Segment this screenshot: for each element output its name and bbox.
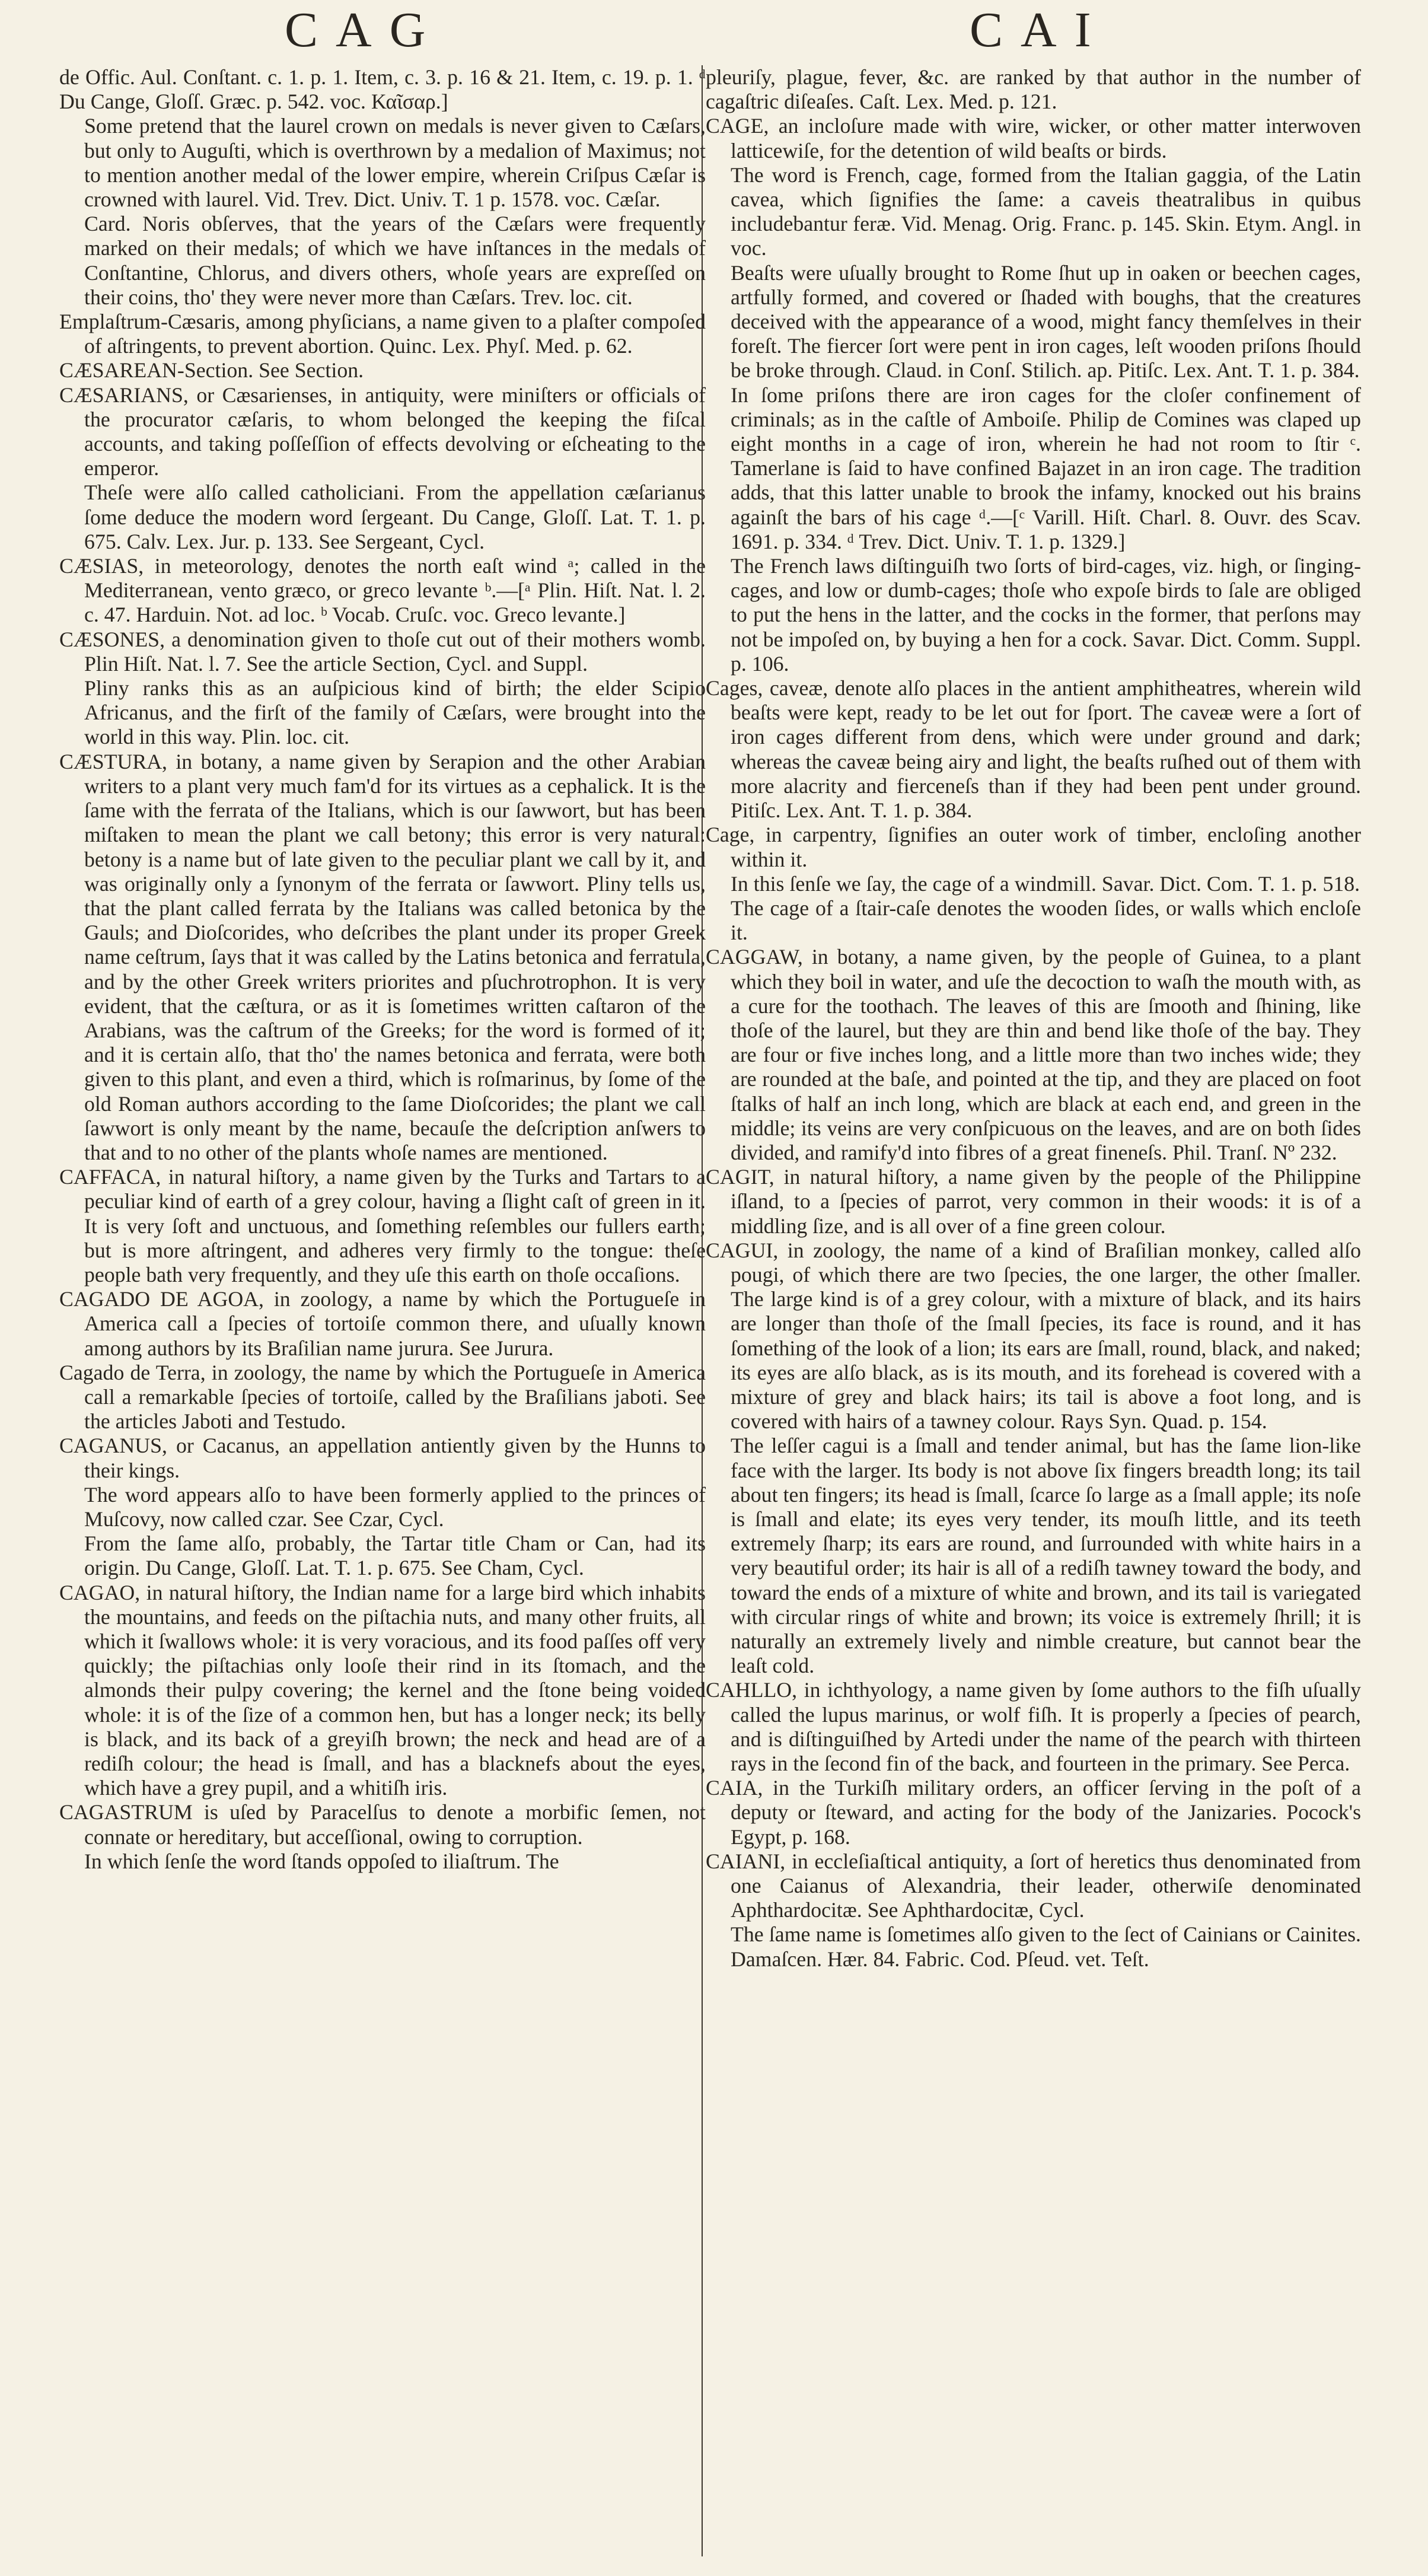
- dictionary-entry: CAIANI, in eccleſiaſtical antiquity, a ſort of heretics thus denominated from one Caianus of Alexandria, their leader, otherwiſe denominated Aphthardocitæ. See Aphthardocitæ, Cycl.: [706, 1849, 1361, 1922]
- paragraph: Card. Noris obſerves, that the years of the Cæſars were frequently marked on their medals; of which we have inſtances in the medals of Conſtantine, Chlorus, and divers others, whoſe years are expreſſed on their coins, tho' they were never more than Cæſars. Trev. loc. cit.: [84, 212, 706, 309]
- paragraph: From the ſame alſo, probably, the Tartar title Cham or Can, had its origin. Du Cange, Gloſſ. Lat. T. 1. p. 675. See Cham, Cycl.: [84, 1531, 706, 1580]
- paragraph: In this ſenſe we ſay, the cage of a windmill. Savar. Dict. Com. T. 1. p. 518.: [731, 871, 1360, 896]
- left-column: [59, 65, 706, 1874]
- paragraph: In which ſenſe the word ſtands oppoſed to iliaſtrum. The: [84, 1849, 559, 1873]
- paragraph: In ſome priſons there are iron cages for the cloſer confinement of criminals; as in the caſtle of Amboiſe. Philip de Comines was claped up eight months in a cage of iron, wherein he had not room to ſtir ᶜ. Tamerlane is ſaid to have confined Bajazet in an iron cage. The tradition adds, that this latter unable to brook the infamy, knocked out his brains againſt the bars of his cage ᵈ.—[ᶜ Varill. Hiſt. Charl. 8. Ouvr. des Scav. 1691. p. 334. ᵈ Trev. Dict. Univ. T. 1. p. 1329.]: [731, 383, 1361, 553]
- paragraph: The French laws diſtinguiſh two ſorts of bird-cages, viz. high, or ſinging-cages, and low or dumb-cages; thoſe who expoſe birds to ſale are obliged to put the hens in the latter, and the cocks in the former, that perſons may not be impoſed on, by buying a hen for a cock. Savar. Dict. Comm. Suppl. p. 106.: [731, 554, 1361, 676]
- dictionary-entry: CÆSONES, a denomination given to thoſe cut out of their mothers womb. Plin Hiſt. Nat. l. 7. See the article Section, Cycl. and Suppl.: [59, 627, 706, 676]
- right-column: [706, 65, 1361, 1972]
- dictionary-entry: CAHLLO, in ichthyology, a name given by ſome authors to the fiſh uſually called the lupus marinus, or wolf fiſh. It is properly a ſpecies of pearch, and is diſtinguiſhed by Artedi under the name of the pearch with thirteen rays in the ſecond fin of the back, and fourteen in the primary. See Perca.: [706, 1678, 1361, 1776]
- paragraph: Beaſts were uſually brought to Rome ſhut up in oaken or beechen cages, artfully formed, and covered or ſhaded with boughs, that the creatures deceived with the appearance of a wood, might fancy themſelves in their foreſt. The fiercer ſort were pent in iron cages, leſt wooden priſons ſhould be broke through. Claud. in Conſ. Stilich. ap. Pitiſc. Lex. Ant. T. 1. p. 384.: [731, 260, 1361, 383]
- dictionary-entry: CAGANUS, or Cacanus, an appellation antiently given by the Hunns to their kings.: [59, 1434, 706, 1482]
- dictionary-entry: CAGASTRUM is uſed by Paracelſus to denote a morbific ſemen, not connate or hereditary, but acceſſional, owing to corruption.: [59, 1800, 706, 1849]
- dictionary-entry: CAIA, in the Turkiſh military orders, an officer ſerving in the poſt of a deputy or ſteward, and acting for the body of the Janizaries. Pocock's Egypt, p. 168.: [706, 1776, 1361, 1849]
- continuation-text: pleuriſy, plague, fever, &c. are ranked by that author in the number of cagaſtric diſeaſes. Caſt. Lex. Med. p. 121.: [706, 65, 1361, 114]
- dictionary-entry: CAGAO, in natural hiſtory, the Indian name for a large bird which inhabits the mountains, and feeds on the piſtachia nuts, and many other fruits, all which it ſwallows whole: it is very voracious, and its food paſſes off very quickly; the piſtachias only looſe their rind in its ſtomach, and the almonds their pulpy covering; the kernel and the ſtone being voided whole: it is of the ſize of a common hen, but has a longer neck; its belly is black, and its back of a greyiſh brown; the neck and head are of a rediſh colour; the head is ſmall, and has a blacknefs about the eyes, which have a grey pupil, and a whitiſh iris.: [59, 1580, 706, 1800]
- dictionary-entry: Cage, in carpentry, ſignifies an outer work of timber, encloſing another within it.: [706, 823, 1361, 871]
- dictionary-entry: Cagado de Terra, in zoology, the name by which the Portugueſe in America call a remarkable ſpecies of tortoiſe, called by the Braſilians jaboti. See the articles Jaboti and Testudo.: [59, 1360, 706, 1434]
- paragraph: The leſſer cagui is a ſmall and tender animal, but has the ſame lion-like face with the larger. Its body is not above ſix fingers breadth long; its tail about ten fingers; its head is ſmall, ſcarce ſo large as a ſmall apple; its noſe is ſmall and elate; its eyes very tender, its mouſh little, and its teeth extremely ſharp; its ears are round, and ſurrounded with white hairs in a very beautiful order; its hair is all of a rediſh tawney toward the body, and toward the ends of a mixture of white and brown, and its tail is variegated with circular rings of white and brown; its voice is extremely ſhrill; it is naturally an extremely lively and nimble creature, but cannot bear the leaſt cold.: [731, 1434, 1361, 1678]
- paragraph: Pliny ranks this as an auſpicious kind of birth; the elder Scipio Africanus, and the firſt of the family of Cæſars, were brought into the world in this way. Plin. loc. cit.: [84, 676, 706, 749]
- paragraph: Some pretend that the laurel crown on medals is never given to Cæſars, but only to Auguſti, which is overthrown by a medalion of Maximus; not to mention another medal of the lower empire, wherein Criſpus Cæſar is crowned with laurel. Vid. Trev. Dict. Univ. T. 1 p. 1578. voc. Cæſar.: [84, 114, 706, 212]
- dictionary-entry: CAGGAW, in botany, a name given, by the people of Guinea, to a plant which they boil in water, and uſe the decoction to waſh the mouth with, as a cure for the toothach. The leaves of this are ſmooth and ſhining, like thoſe of the laurel, but they are thin and bend like thoſe of the bay. They are four or five inches long, and a little more than two inches wide; they are rounded at the baſe, and pointed at the tip, and they are placed on foot ſtalks of half an inch long, which are black at each end, and green in the middle; its veins are very conſpicuous on the leaves, and are on both ſides divided, and ramify'd into fibres of a great fineneſs. Phil. Tranſ. Nº 232.: [706, 945, 1361, 1164]
- dictionary-entry: CÆSARIANS, or Cæsarienses, in antiquity, were miniſters or officials of the procurator cæſaris, to whom belonged the keeping the fiſcal accounts, and taking poſſeſſion of effects devolving or eſcheating to the emperor.: [59, 383, 706, 480]
- paragraph: The word appears alſo to have been formerly applied to the princes of Muſcovy, now called czar. See Czar, Cycl.: [84, 1482, 706, 1531]
- continuation-text: de Offic. Aul. Conſtant. c. 1. p. 1. Item, c. 3. p. 16 & 21. Item, c. 19. p. 1. ᵈ Du Cange, Gloſſ. Græc. p. 542. voc. Καῖσαρ.]: [59, 65, 706, 114]
- dictionary-entry: CAGUI, in zoology, the name of a kind of Braſilian monkey, called alſo pougi, of which there are two ſpecies, the one larger, the other ſmaller. The large kind is of a grey colour, with a mixture of black, and its hairs are longer than thoſe of the ſmall ſpecies, its face is round, and it has ſomething of the look of a lion; its ears are ſmall, round, black, and naked; its eyes are alſo black, as is its mouth, and its forehead is covered with a mixture of grey and black hairs; its tail is above a foot long, and is covered with hairs of a tawney colour. Rays Syn. Quad. p. 154.: [706, 1238, 1361, 1434]
- dictionary-entry: CAFFACA, in natural hiſtory, a name given by the Turks and Tartars to a peculiar kind of earth of a grey colour, having a ſlight caſt of green in it. It is very ſoft and unctuous, and ſomething reſembles our fullers earth; but is more aſtringent, and adheres very firmly to the tongue: theſe people bath very frequently, and they uſe this earth on thoſe occaſions.: [59, 1165, 706, 1287]
- paragraph: The cage of a ſtair-caſe denotes the wooden ſides, or walls which encloſe it.: [731, 896, 1361, 945]
- page-header: [0, 0, 1428, 62]
- dictionary-entry: CÆSIAS, in meteorology, denotes the north eaſt wind ᵃ; called in the Mediterranean, vento græco, or greco levante ᵇ.—[ᵃ Plin. Hiſt. Nat. l. 2. c. 47. Harduin. Not. ad loc. ᵇ Vocab. Cruſc. voc. Greco levante.]: [59, 554, 706, 627]
- dictionary-entry: CAGIT, in natural hiſtory, a name given by the people of the Philippine iſland, to a ſpecies of parrot, very common in their woods: it is of a middling ſize, and is all over of a fine green colour.: [706, 1165, 1361, 1238]
- dictionary-entry: Emplaſtrum-Cæsaris, among phyſicians, a name given to a plaſter compoſed of aſtringents, to prevent abortion. Quinc. Lex. Phyſ. Med. p. 62.: [59, 310, 706, 358]
- dictionary-entry: CAGE, an incloſure made with wire, wicker, or other matter interwoven latticewiſe, for the detention of wild beaſts or birds.: [706, 114, 1361, 163]
- paragraph: Theſe were alſo called catholiciani. From the appellation cæſarianus ſome deduce the modern word ſergeant. Du Cange, Gloſſ. Lat. T. 1. p. 675. Calv. Lex. Jur. p. 133. See Sergeant, Cycl.: [84, 480, 706, 553]
- running-head-left: CAG: [285, 2, 444, 58]
- paragraph: The ſame name is ſometimes alſo given to the ſect of Cainians or Cainites. Damaſcen. Hær. 84. Fabric. Cod. Pſeud. vet. Teſt.: [731, 1922, 1361, 1971]
- running-head-right: CAI: [970, 2, 1109, 58]
- dictionary-entry: CAGADO DE AGOA, in zoology, a name by which the Portugueſe in America call a ſpecies of tortoiſe common there, and uſually known among authors by its Braſilian name jurura. See Jurura.: [59, 1287, 706, 1360]
- dictionary-entry: Cages, caveæ, denote alſo places in the antient amphitheatres, wherein wild beaſts were kept, ready to be let out for ſport. The caveæ were a ſort of iron cages different from dens, which were under ground and dark; whereas the caveæ being airy and light, the beaſts ruſhed out of them with more alacrity and fierceneſs than if they had been pent under ground. Pitiſc. Lex. Ant. T. 1. p. 384.: [706, 676, 1361, 823]
- paragraph: The word is French, cage, formed from the Italian gaggia, of the Latin cavea, which ſignifies the ſame: a caveis theatralibus in quibus includebantur feræ. Vid. Menag. Orig. Franc. p. 145. Skin. Etym. Angl. in voc.: [731, 163, 1361, 260]
- dictionary-entry: CÆSAREAN-Section. See Section.: [59, 358, 364, 383]
- dictionary-entry: CÆSTURA, in botany, a name given by Serapion and the other Arabian writers to a plant very much fam'd for its virtues as a cephalick. It is the ſame with the ferrata of the Italians, which is our ſawwort, but has been miſtaken to mean the plant we call betony; this error is very natural: betony is a name but of late given to the peculiar plant we call by it, and was originally only a ſynonym of the ferrata or ſawwort. Pliny tells us, that the plant called ferrata by the Italians was called betonica by the Gauls; and Dioſcorides, who deſcribes the plant under its proper Greek name ceſtrum, ſays that it was called by the Latins betonica and ferratula, and by the other Greek writers priorites and pſuchrotrophon. It is very evident, that the cæſtura, or as it is ſometimes written caſtaron of the Arabians, was the caſtrum of the Greeks; for the word is formed of it; and it is certain alſo, that tho' the names betonica and ferrata, were both given to this plant, and even a third, which is roſmarinus, by ſome of the old Roman authors according to the ſame Dioſcorides; the plant we call ſawwort is only meant by the name, becauſe the deſcription anſwers to that and to no other of the plants whoſe names are mentioned.: [59, 749, 706, 1164]
